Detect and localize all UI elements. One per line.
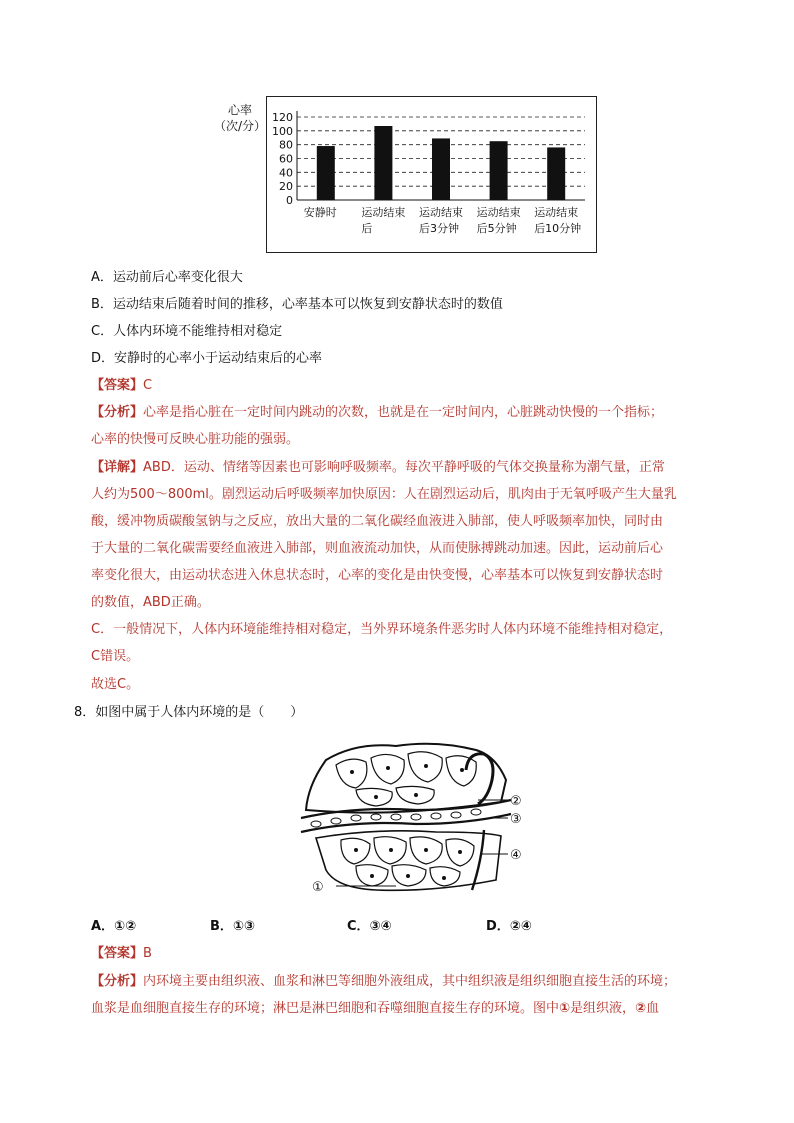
q8-analysis-circ2: ② (635, 1001, 647, 1016)
q7-detail-tag: 【详解】 (91, 460, 144, 475)
heart-rate-bar-chart (267, 97, 598, 254)
q8-answer-value: B (143, 946, 152, 961)
q8-stem: 8．如图中属于人体内环境的是（ ） (74, 705, 304, 720)
q7-option-a: A．运动前后心率变化很大 (91, 270, 243, 285)
heart-rate-chart-frame (266, 96, 597, 253)
q7-analysis-tag: 【分析】 (91, 405, 144, 420)
q7-analysis-line2: 心率的快慢可反映心脏功能的强弱。 (91, 432, 300, 447)
chart-ylabel-line2-text: （次/分） (213, 119, 267, 133)
chart-xtick-0-0: 安静时 (303, 206, 337, 219)
chart-xtick-3-0: 运动结束 (476, 206, 521, 219)
chart-ytick-0: 0 (286, 194, 293, 207)
q7-detail-line2: 人约为500～800ml。剧烈运动后呼吸频率加快原因：人在剧烈运动后，肌肉由于无氧呼吸产生大量乳 (91, 487, 677, 502)
chart-ytick-20: 20 (279, 180, 293, 194)
q7-detail-line6: 的数值，ABD正确。 (91, 595, 210, 610)
q7-answer-value: C (143, 378, 153, 393)
q7-detail-line4: 于大量的二氧化碳需要经血液进入肺部，则血液流动加快，从而使脉搏跳动加速。因此，运动前后心 (91, 541, 664, 556)
q7-detail-text1: ABD．运动、情绪等因素也可影响呼吸频率。每次平静呼吸的气体交换量称为潮气量，正常 (143, 460, 665, 475)
q7-detail-line1 (91, 458, 665, 478)
diagram-label-1: ① (312, 880, 324, 895)
chart-ylabel-line1-text: 心率 (227, 103, 253, 117)
chart-ytick-80: 80 (279, 138, 293, 152)
q7-detail-line3: 酸，缓冲物质碳酸氢钠与之反应，放出大量的二氧化碳经血液进入肺部，使人呼吸频率加快，同时由 (91, 514, 664, 529)
q8-analysis-tag: 【分析】 (91, 974, 144, 989)
chart-xtick-1-0: 运动结束 (361, 206, 406, 219)
cells-top (336, 752, 476, 806)
lymph-capillary (466, 754, 493, 804)
chart-xtick-3-1: 后5分钟 (476, 222, 517, 235)
q8-answer-tag: 【答案】 (91, 946, 144, 961)
diagram-label-4: ④ (510, 848, 522, 863)
q8-option-a: A．①② (91, 919, 137, 934)
nuclei-bottom (354, 848, 462, 880)
q7-c-explain-line1: C．一般情况下，人体内环境能维持相对稳定，当外界环境条件恶劣时人体内环境不能维持相对稳定， (91, 622, 673, 637)
chart-bar-2 (432, 138, 450, 200)
chart-ytick-60: 60 (279, 152, 293, 166)
chart-bar-0 (317, 146, 335, 200)
q7-option-b: B．运动结束后随着时间的推移，心率基本可以恢复到安静状态时的数值 (91, 297, 503, 312)
chart-ytick-40: 40 (279, 166, 293, 180)
q8-analysis-line2 (91, 999, 659, 1019)
q8-analysis-text2a: 血浆是血细胞直接生存的环境；淋巴是淋巴细胞和吞噬细胞直接生存的环境。图中 (91, 1001, 560, 1016)
chart-bar-3 (490, 141, 508, 200)
cells-bottom (341, 837, 474, 886)
q7-analysis-line1 (91, 403, 663, 423)
q7-analysis-text1: 心率是指心脏在一定时间内跳动的次数，也就是在一定时间内，心脏跳动快慢的一个指标； (143, 405, 664, 420)
lymph-vessel-right (472, 830, 484, 890)
q7-answer-tag: 【答案】 (91, 378, 144, 393)
q8-analysis-circ1: ① (559, 1001, 571, 1016)
chart-ytick-100: 100 (272, 124, 293, 138)
tissue-diagram (296, 740, 536, 900)
q8-analysis-text1: 内环境主要由组织液、血浆和淋巴等细胞外液组成，其中组织液是组织细胞直接生活的环境； (143, 974, 677, 989)
q8-option-c: C．③④ (347, 919, 392, 934)
q8-analysis-text2e: 血 (646, 1001, 660, 1016)
chart-bar-4 (547, 147, 565, 200)
chart-xtick-4-0: 运动结束 (534, 206, 579, 219)
q7-option-c: C．人体内环境不能维持相对稳定 (91, 324, 283, 339)
chart-bar-1 (374, 126, 392, 200)
diagram-label-2: ② (510, 794, 522, 809)
q7-conclusion: 故选C。 (91, 677, 140, 692)
chart-xtick-1-1: 后 (361, 222, 373, 235)
chart-ytick-120: 120 (272, 111, 293, 124)
q7-detail-line5: 率变化很大，由运动状态进入休息状态时，心率的变化是由快变慢，心率基本可以恢复到安静状态时 (91, 568, 664, 583)
chart-ylabel-area (210, 100, 290, 140)
chart-xtick-2-0: 运动结束 (419, 206, 463, 219)
diagram-label-3: ③ (510, 812, 522, 827)
q7-option-d: D．安静时的心率小于运动结束后的心率 (91, 351, 323, 366)
chart-xtick-4-1: 后10分钟 (534, 222, 582, 235)
q7-answer (91, 376, 152, 396)
q8-option-b: B．①③ (210, 919, 255, 934)
q8-option-d: D．②④ (486, 919, 532, 934)
q8-analysis-line1 (91, 972, 676, 992)
q8-answer (91, 944, 152, 964)
chart-xtick-2-1: 后3分钟 (419, 222, 459, 235)
q7-c-explain-line2: C错误。 (91, 649, 140, 664)
q8-analysis-text2c: 是组织液， (570, 1001, 636, 1016)
